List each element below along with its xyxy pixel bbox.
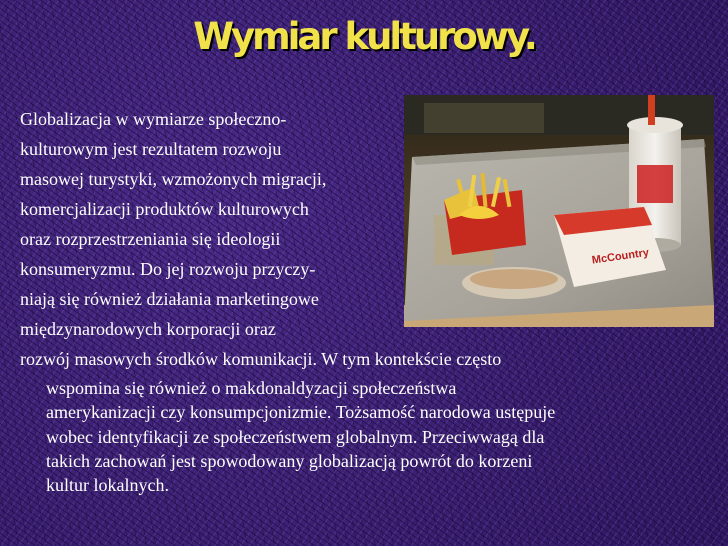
body-line: międzynarodowych korporacji oraz (20, 319, 276, 339)
body-line: komercjalizacji produktów kulturowych (20, 199, 309, 219)
slide-title: Wymiar kulturowy. (193, 15, 535, 58)
body-continuation-rest: wspomina się również o makdonaldyzacji społeczeństwa amerykanizacji czy konsumpcjonizmie. Tożsamość narodowa ustępuje wobec identyfikacji ze społeczeństwem globalnym. Przeciwwagą dla takich zachowań jest spowodowany globalizacją powrót do korzeni kultur lokalnych. (46, 378, 556, 496)
body-line: masowej turystyki, wzmożonych migracji, (20, 169, 327, 189)
photo-box-label: McCountry (591, 246, 650, 267)
slide-body (20, 104, 710, 497)
body-line: kulturowym jest rezultatem rozwoju (20, 139, 282, 159)
body-line: Globalizacja w wymiarze społeczno- (20, 109, 287, 129)
body-line: oraz rozprzestrzeniania się ideologii (20, 229, 281, 249)
body-line: konsumeryzmu. Do jej rozwoju przyczy- (20, 259, 316, 279)
body-line: niają się również działania marketingowe (20, 289, 319, 309)
body-continuation-first: rozwój masowych środków komunikacji. W tym kontekście często (20, 349, 502, 369)
